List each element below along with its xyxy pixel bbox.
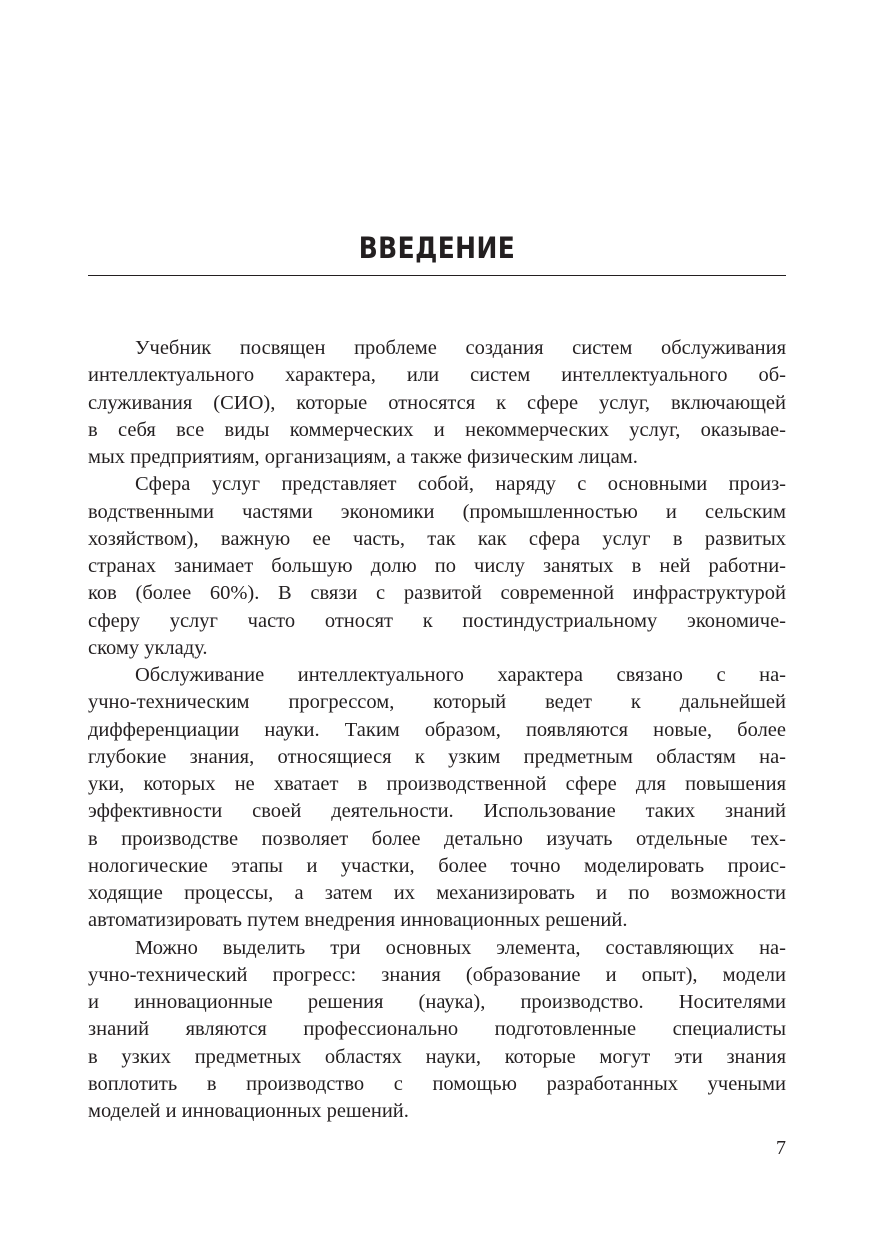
body-text — [88, 335, 786, 1125]
text-line: Учебник посвящен проблеме создания систем обслуживания — [135, 337, 786, 359]
text-line: эффективности своей деятельности. Использование таких знаний — [88, 800, 786, 823]
text-line: воплотить в производство с помощью разработанных учеными — [88, 1072, 786, 1095]
text-line: уки, которых не хватает в производственной сфере для повышения — [88, 773, 786, 795]
text-line: интеллектуального характера, или систем интеллектуального об- — [88, 364, 786, 387]
text-line: мых предприятиям, организациям, а также физическим лицам. — [88, 446, 638, 468]
text-line: служивания (СИО), которые относятся к сфере услуг, включающей — [88, 391, 786, 414]
text-line: Можно выделить три основных элемента, составляющих на- — [135, 936, 786, 959]
text-line: нологические этапы и участки, более точно моделировать проис- — [88, 854, 786, 877]
text-line: в себя все виды коммерческих и некоммерческих услуг, оказывае- — [88, 418, 786, 441]
text-line: знаний являются профессионально подготовленные специалисты — [88, 1018, 786, 1041]
text-line: Обслуживание интеллектуального характера связано с на- — [135, 664, 786, 686]
paragraph — [88, 662, 786, 935]
page-number: 7 — [776, 1137, 786, 1159]
text-line: ходящие процессы, а затем их механизировать и по возможности — [88, 882, 786, 904]
text-line: сферу услуг часто относят к постиндустриальному экономиче- — [88, 609, 786, 632]
text-line: моделей и инновационных решений. — [88, 1100, 409, 1122]
text-line: глубокие знания, относящиеся к узким предметным областям на- — [88, 745, 786, 768]
text-line: в узких предметных областях науки, которые могут эти знания — [88, 1045, 786, 1068]
text-line: водственными частями экономики (промышленностью и сельским — [88, 500, 786, 523]
title-underline — [88, 275, 786, 276]
paragraph — [88, 335, 786, 471]
text-line: дифференциации науки. Таким образом, появляются новые, более — [88, 718, 786, 741]
text-line: и инновационные решения (наука), производство. Носителями — [88, 991, 786, 1013]
text-line: хозяйством), важную ее часть, так как сфера услуг в развитых — [88, 527, 786, 550]
text-line: странах занимает большую долю по числу занятых в ней работни- — [88, 555, 786, 577]
chapter-title: ВВЕДЕНИЕ — [358, 231, 516, 265]
text-line: Сфера услуг представляет собой, наряду с основными произ- — [135, 473, 786, 496]
paragraph — [88, 471, 786, 662]
text-line: учно-технический прогресс: знания (образование и опыт), модели — [88, 963, 786, 986]
paragraph — [88, 935, 786, 1126]
text-line: скому укладу. — [88, 636, 208, 659]
text-line: ков (более 60%). В связи с развитой современной инфраструктурой — [88, 582, 786, 605]
text-line: в производстве позволяет более детально изучать отдельные тех- — [88, 827, 786, 850]
text-line: учно-техническим прогрессом, который ведет к дальнейшей — [88, 691, 786, 714]
text-line: автоматизировать путем внедрения инновационных решений. — [88, 909, 628, 932]
